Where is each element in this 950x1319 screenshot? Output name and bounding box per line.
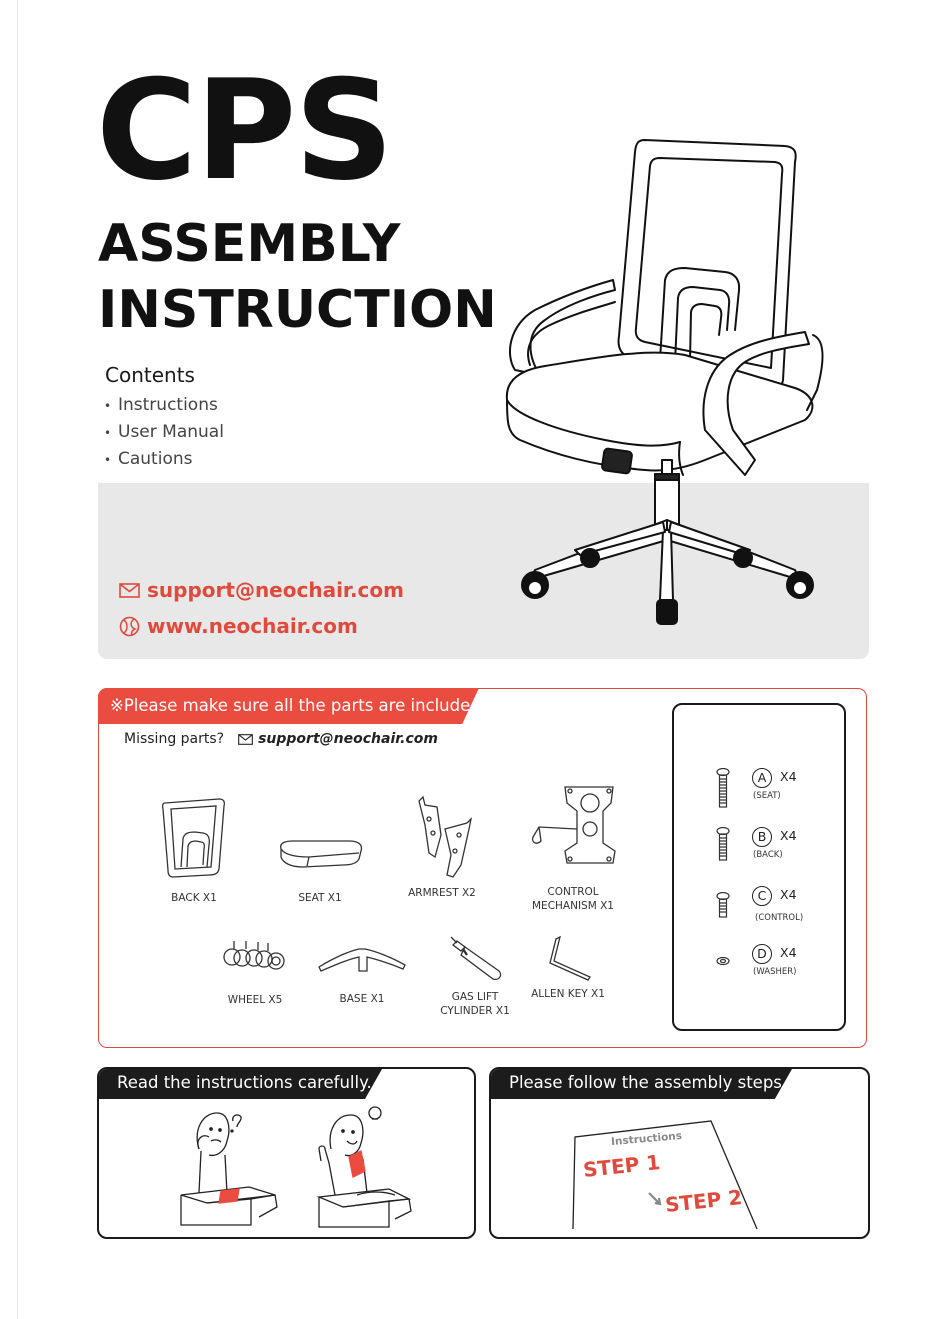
contents-heading: Contents	[105, 363, 195, 387]
screw-long-icon	[716, 768, 730, 808]
globe-icon	[119, 616, 140, 637]
hardware-qty: X4	[780, 887, 797, 902]
allen-key-icon	[540, 935, 596, 981]
part-allen-key	[528, 935, 608, 1001]
part-label: GAS LIFT CYLINDER X1	[440, 991, 510, 1017]
contents-item: • User Manual	[104, 422, 224, 442]
part-label: BASE X1	[339, 993, 385, 1005]
step-2-label: STEP 2	[663, 1185, 744, 1217]
missing-parts-email[interactable]: support@neochair.com	[258, 731, 438, 747]
tip-read-text: Read the instructions carefully.	[117, 1073, 372, 1092]
part-armrest	[394, 795, 490, 900]
tip-follow-text: Please follow the assembly steps.	[509, 1073, 788, 1092]
part-seat	[272, 835, 368, 905]
screw-medium-icon	[716, 827, 730, 861]
hardware-letter: C	[752, 886, 772, 906]
instruction-sheet-illustration	[491, 1099, 870, 1239]
seat-cushion-icon	[275, 835, 365, 871]
part-label: WHEEL X5	[227, 994, 283, 1006]
brand-title: CPS	[96, 50, 392, 211]
contents-list	[104, 394, 224, 475]
page-edge-line	[17, 0, 18, 1319]
hardware-letter: D	[752, 944, 772, 964]
tip-follow-box	[489, 1067, 870, 1239]
tip-read-box	[97, 1067, 476, 1239]
part-wheel	[210, 937, 300, 1007]
hardware-qty: X4	[780, 828, 797, 843]
part-back	[148, 797, 240, 905]
contact-website[interactable]	[119, 614, 358, 638]
base-icon	[315, 941, 409, 973]
hardware-letter: A	[752, 768, 772, 788]
hardware-desc: (SEAT)	[753, 791, 781, 801]
part-label: BACK X1	[171, 892, 217, 904]
hardware-desc: (WASHER)	[753, 967, 797, 977]
title-line-1: ASSEMBLY	[98, 214, 401, 274]
website-link[interactable]: www.neochair.com	[147, 614, 358, 638]
email-link[interactable]: support@neochair.com	[147, 578, 404, 602]
title-line-2: INSTRUCTION	[98, 280, 497, 340]
control-mechanism-icon	[523, 783, 623, 867]
mail-icon	[119, 583, 140, 598]
hardware-qty: X4	[780, 769, 797, 784]
mail-icon	[238, 734, 253, 745]
wheels-icon	[220, 937, 290, 971]
contents-item: • Instructions	[104, 395, 218, 415]
part-label: SEAT X1	[298, 892, 342, 904]
parts-banner-text: ※Please make sure all the parts are included.	[110, 696, 486, 715]
hardware-box	[672, 703, 846, 1031]
contact-email[interactable]	[119, 578, 404, 602]
hardware-letter: B	[752, 827, 772, 847]
office-chair-illustration	[495, 130, 835, 630]
bullet-icon: •	[104, 453, 112, 467]
contents-item: • Cautions	[104, 449, 193, 469]
step-1-label: STEP 1	[581, 1150, 662, 1182]
part-label: ARMREST X2	[408, 887, 476, 899]
hardware-qty: X4	[780, 945, 797, 960]
hardware-desc: (CONTROL)	[755, 913, 804, 923]
backrest-icon	[159, 797, 229, 879]
part-label: CONTROL MECHANISM X1	[532, 886, 614, 912]
armrest-icon	[407, 795, 477, 883]
part-gas-lift	[425, 933, 525, 1018]
part-base	[312, 941, 412, 1006]
hardware-desc: (BACK)	[753, 850, 783, 860]
missing-parts-line	[124, 731, 438, 747]
sheet-title: Instructions	[610, 1129, 683, 1149]
reading-people-illustration	[99, 1099, 476, 1239]
gas-cylinder-icon	[443, 933, 507, 983]
missing-parts-label: Missing parts?	[124, 731, 225, 747]
screw-short-icon	[716, 892, 730, 920]
washer-icon	[716, 956, 730, 966]
bullet-icon: •	[104, 426, 112, 440]
part-label: ALLEN KEY X1	[531, 988, 605, 1000]
part-control-mechanism	[508, 783, 638, 913]
bullet-icon: •	[104, 399, 112, 413]
